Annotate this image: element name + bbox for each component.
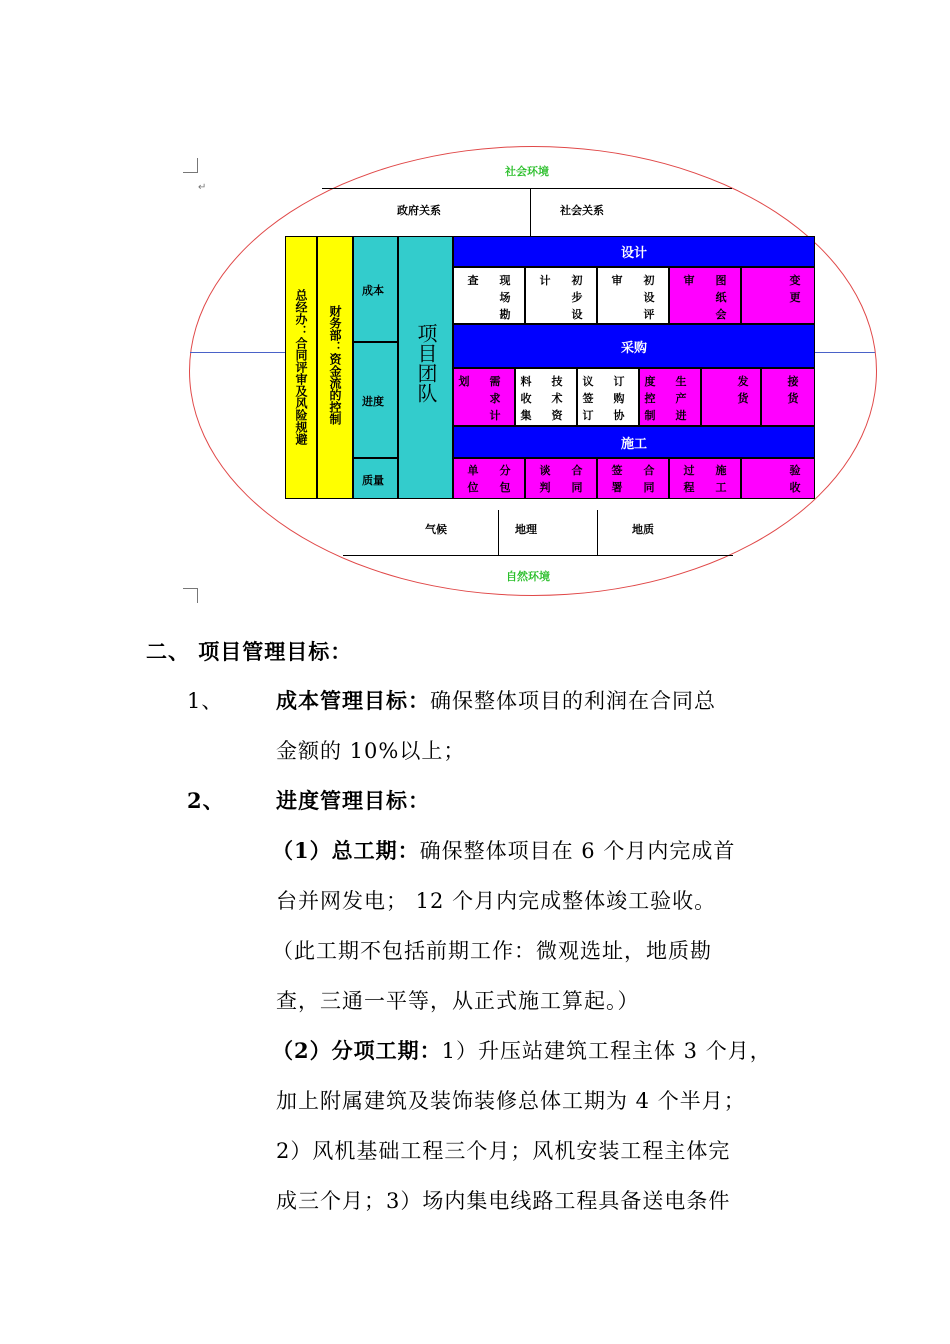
p1-text1: 确保整体项目在 6 个月内完成首 <box>419 839 736 863</box>
design-cell-1 <box>453 267 525 324</box>
cost-box <box>353 236 398 342</box>
paragraph-mark: ↵ <box>198 182 207 193</box>
procurement-cell-2-b: 技术资 <box>551 375 563 422</box>
construction-cell-2-b: 合同 <box>571 464 583 494</box>
project-team-label: 项目团队 <box>414 323 438 403</box>
p1-line2: 台并网发电； 12 个月内完成整体竣工验收。 <box>276 889 717 913</box>
social-relations-label: 社会关系 <box>560 204 604 217</box>
p2-line2: 加上附属建筑及装饰装修总体工期为 4 个半月； <box>276 1089 746 1113</box>
p2-line1 <box>272 1035 772 1065</box>
finance-dept-label: 财务部：资金流的控制 <box>328 305 342 425</box>
design-cell-3-b: 初设评 <box>643 274 655 321</box>
top-divider <box>322 188 732 189</box>
procurement-cell-5-a: 发货 <box>737 375 749 405</box>
construction-cell-4-a: 过程 <box>683 464 695 494</box>
construction-cell-4-b: 施工 <box>715 464 727 494</box>
bottom-vdivider-2 <box>597 510 598 555</box>
design-cell-1-a: 查 <box>467 274 479 287</box>
design-cell-4 <box>669 267 741 324</box>
procurement-cell-1-a: 划 <box>458 375 470 388</box>
bottom-divider <box>343 555 733 556</box>
construction-cell-5 <box>741 458 815 499</box>
crop-mark-bottom <box>183 588 198 603</box>
item2-number: 2、 <box>187 788 225 813</box>
progress-box <box>353 342 398 458</box>
procurement-cell-6-a: 接货 <box>787 375 799 405</box>
construction-cell-3 <box>597 458 669 499</box>
p2-text1: 1）升压站建筑工程主体 3 个月， <box>441 1039 772 1063</box>
construction-cell-1 <box>453 458 525 499</box>
natural-env-label: 自然环境 <box>506 570 550 583</box>
progress-label: 进度 <box>362 395 384 408</box>
procurement-cell-4 <box>639 368 701 426</box>
procurement-cell-3-a: 议签订 <box>582 375 594 422</box>
construction-cell-4 <box>669 458 741 499</box>
design-cell-2-a: 计 <box>539 274 551 287</box>
construction-cell-3-a: 签署 <box>611 464 623 494</box>
climate-label: 气候 <box>425 523 447 536</box>
general-office-box <box>285 236 317 499</box>
bottom-vdivider-1 <box>498 510 499 555</box>
construction-cell-2 <box>525 458 597 499</box>
gov-relations-label: 政府关系 <box>397 204 441 217</box>
design-cell-2 <box>525 267 597 324</box>
p2-line4: 成三个月；3）场内集电线路工程具备送电条件 <box>276 1189 731 1213</box>
design-header: 设计 <box>453 236 815 267</box>
construction-cell-1-b: 分包 <box>499 464 511 494</box>
construction-cell-2-a: 谈判 <box>539 464 551 494</box>
item1-line1 <box>276 685 716 715</box>
geology-label: 地质 <box>632 523 654 536</box>
construction-header: 施工 <box>453 426 815 458</box>
top-vdivider <box>530 188 531 236</box>
item1-label: 成本管理目标： <box>276 688 430 713</box>
procurement-cell-2 <box>515 368 577 426</box>
item2-label: 进度管理目标： <box>276 788 430 813</box>
procurement-cell-5 <box>701 368 761 426</box>
section-heading: 二、 项目管理目标： <box>146 639 353 664</box>
construction-cell-3-b: 合同 <box>643 464 655 494</box>
left-blue-line <box>190 352 285 353</box>
item1-text1: 确保整体项目的利润在合同总 <box>430 689 716 713</box>
project-team-box <box>398 236 453 499</box>
procurement-cell-1 <box>453 368 515 426</box>
item1-number: 1、 <box>187 689 224 713</box>
p2-line3: 2）风机基础工程三个月；风机安装工程主体完 <box>276 1139 731 1163</box>
procurement-cell-4-b: 生产进 <box>675 375 687 422</box>
procurement-cell-1-b: 需求计 <box>489 375 501 422</box>
quality-label: 质量 <box>362 474 384 487</box>
social-env-label: 社会环境 <box>505 165 549 178</box>
design-cell-3 <box>597 267 669 324</box>
finance-dept-box <box>317 236 353 499</box>
item1-line2: 金额的 10%以上； <box>276 739 466 763</box>
p1-line4: 查，三通一平等，从正式施工算起。） <box>276 989 640 1013</box>
procurement-cell-4-a: 度控制 <box>644 375 656 422</box>
right-blue-line <box>815 352 875 353</box>
design-cell-3-a: 审 <box>611 274 623 287</box>
design-cell-4-b: 图纸会 <box>715 274 727 321</box>
design-cell-4-a: 审 <box>683 274 695 287</box>
quality-box <box>353 458 398 499</box>
procurement-cell-3-b: 订购协 <box>613 375 625 422</box>
crop-mark-top <box>183 158 198 173</box>
design-cell-5-a: 变更 <box>789 274 801 304</box>
design-cell-5 <box>741 267 815 324</box>
construction-cell-5-a: 验收 <box>789 464 801 494</box>
procurement-cell-6 <box>761 368 815 426</box>
p1-label: （1）总工期： <box>272 838 420 863</box>
cost-label: 成本 <box>362 284 384 297</box>
construction-cell-1-a: 单位 <box>467 464 479 494</box>
p1-line3: （此工期不包括前期工作：微观选址，地质勘 <box>272 939 712 963</box>
procurement-cell-3 <box>577 368 639 426</box>
general-office-label: 总经办：合同评审及风险规避 <box>294 289 308 445</box>
geography-label: 地理 <box>515 523 537 536</box>
procurement-cell-2-a: 料收集 <box>520 375 532 422</box>
design-cell-2-b: 初步设 <box>571 274 583 321</box>
design-cell-1-b: 现场勘 <box>499 274 511 321</box>
procurement-header: 采购 <box>453 324 815 368</box>
p2-label: （2）分项工期： <box>272 1038 442 1063</box>
p1-line1 <box>272 835 735 865</box>
